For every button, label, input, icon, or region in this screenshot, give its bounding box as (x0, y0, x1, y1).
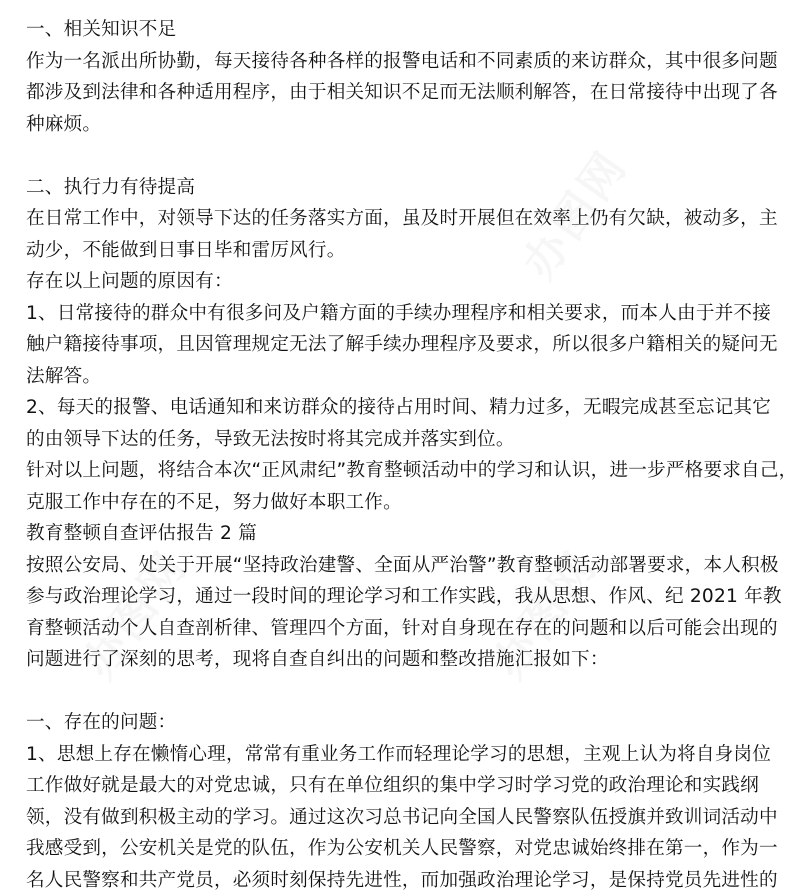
blank-line (26, 676, 778, 708)
paragraph-line: 作为一名派出所协勤，每天接待各种各样的报警电话和不同素质的来访群众，其中很多问题 (26, 46, 778, 78)
watermark-text: 办图网 (514, 141, 638, 288)
paragraph-line: 针对以上问题，将结合本次“正风肃纪”教育整顿活动中的学习和认识，进一步严格要求自己， (26, 455, 778, 487)
paragraph-line: 领，没有做到积极主动的学习。通过这次习总书记向全国人民警察队伍授旗并致训词活动中 (26, 802, 778, 834)
paragraph-line: 我感受到，公安机关是党的队伍，作为公安机关人民警察，对党忠诚始终排在第一，作为一 (26, 833, 778, 865)
paragraph-line: 工作做好就是最大的对党忠诚，只有在单位组织的集中学习时学习党的政治理论和实践纲 (26, 770, 778, 802)
paragraph-line: 种麻烦。 (26, 109, 778, 141)
paragraph-line: 1、思想上存在懒惰心理，常常有重业务工作而轻理论学习的思想，主观上认为将自身岗位 (26, 739, 778, 771)
paragraph-line: 克服工作中存在的不足，努力做好本职工作。 (26, 487, 778, 519)
paragraph-line: 名人民警察和共产党员，必须时刻保持先进性，而加强政治理论学习，是保持党员先进性的 (26, 865, 778, 896)
paragraph-line: 存在以上问题的原因有： (26, 266, 778, 298)
watermark-text: 办图网 (484, 541, 608, 688)
paragraph-line: 1、日常接待的群众中有很多问及户籍方面的手续办理程序和相关要求，而本人由于并不接 (26, 298, 778, 330)
paragraph-line: 在日常工作中，对领导下达的任务落实方面，虽及时开展但在效率上仍有欠缺，被动多，主 (26, 203, 778, 235)
paragraph-line: 育整顿活动个人自查剖析律、管理四个方面，针对自身现在存在的问题和以后可能会出现的 (26, 613, 778, 645)
paragraph-line: 按照公安局、处关于开展“坚持政治建警、全面从严治警”教育整顿活动部署要求，本人积极 (26, 550, 778, 582)
paragraph-line: 的由领导下达的任务，导致无法按时将其完成并落实到位。 (26, 424, 778, 456)
paragraph-line: 都涉及到法律和各种适用程序，由于相关知识不足而无法顺利解答，在日常接待中出现了各 (26, 77, 778, 109)
blank-line (26, 140, 778, 172)
section-heading: 一、相关知识不足 (26, 14, 778, 46)
report-title: 教育整顿自查评估报告 2 篇 (26, 518, 778, 550)
watermark-text: 办图网 (74, 541, 198, 688)
paragraph-line: 动少，不能做到日事日毕和雷厉风行。 (26, 235, 778, 267)
document-body (26, 14, 778, 896)
paragraph-line: 触户籍接待事项，且因管理规定无法了解手续办理程序及要求，所以很多户籍相关的疑问无 (26, 329, 778, 361)
paragraph-line: 参与政治理论学习，通过一段时间的理论学习和工作实践，我从思想、作风、纪 2021 年教 (26, 581, 778, 613)
paragraph-line: 问题进行了深刻的思考，现将自查自纠出的问题和整改措施汇报如下： (26, 644, 778, 676)
paragraph-line: 2、每天的报警、电话通知和来访群众的接待占用时间、精力过多，无暇完成甚至忘记其它 (26, 392, 778, 424)
paragraph-line: 法解答。 (26, 361, 778, 393)
section-heading: 一、存在的问题： (26, 707, 778, 739)
section-heading: 二、执行力有待提高 (26, 172, 778, 204)
